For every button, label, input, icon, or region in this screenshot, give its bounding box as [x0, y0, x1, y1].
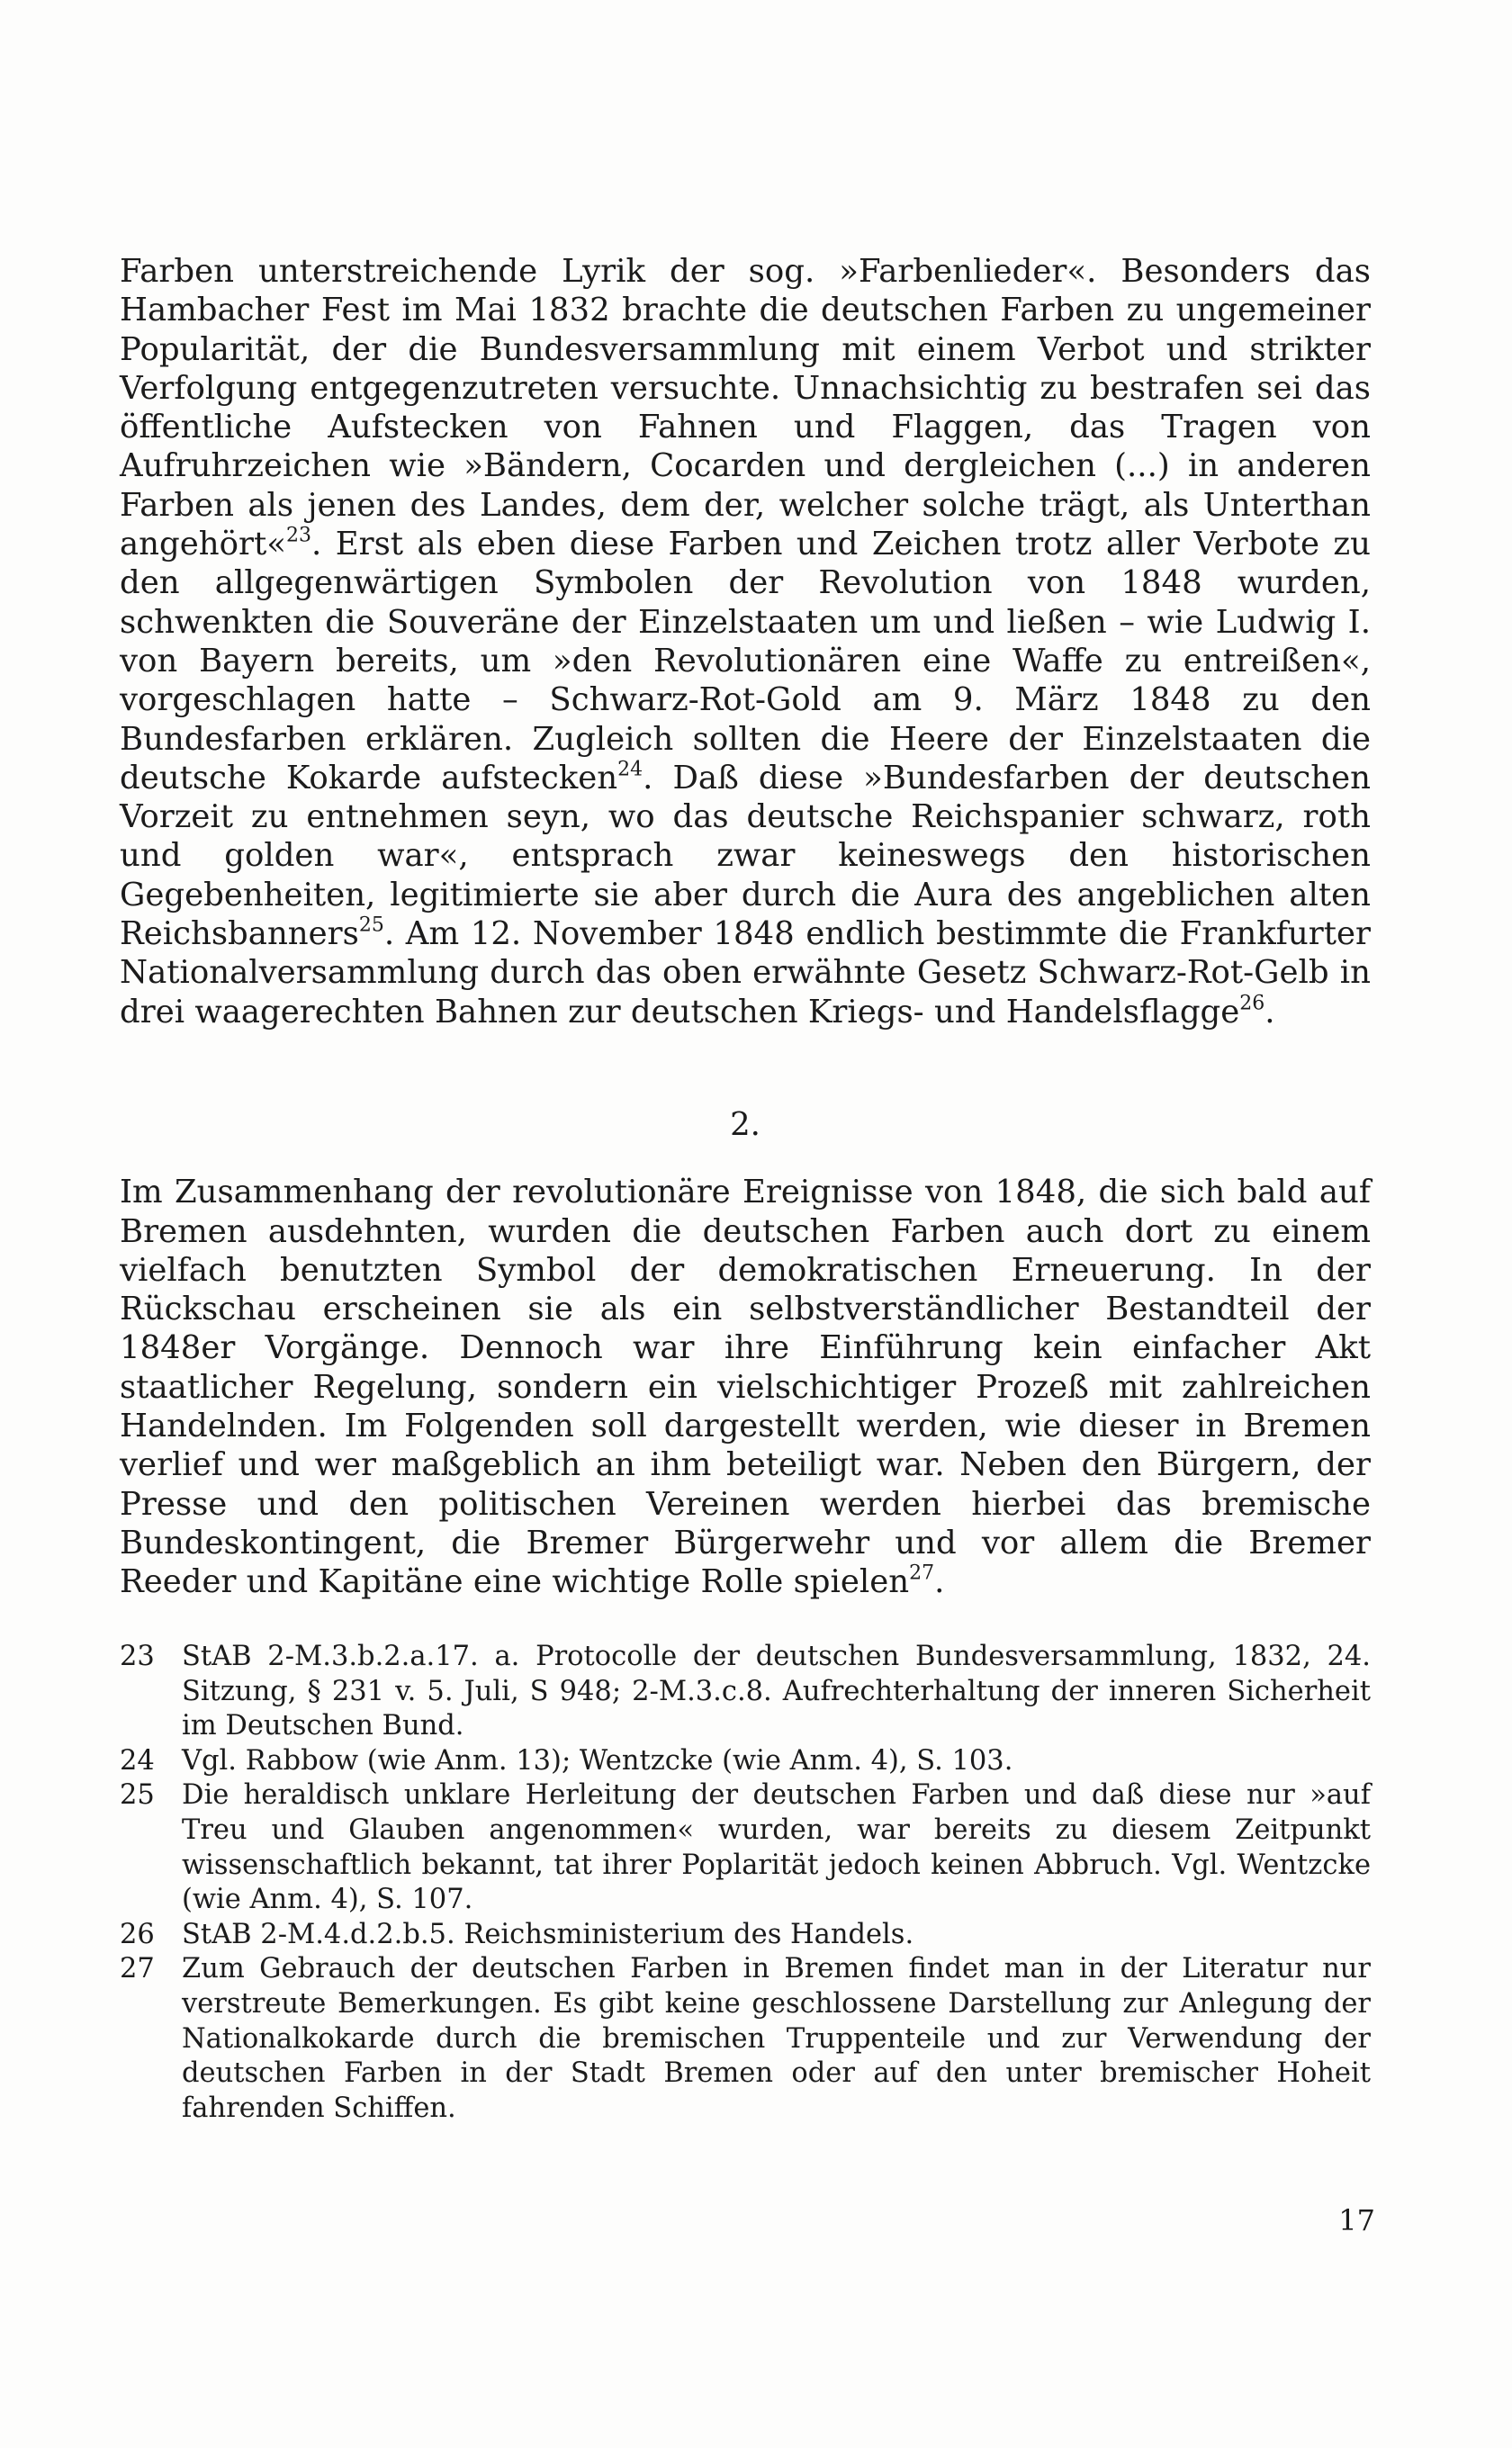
footnote [120, 1918, 1371, 1953]
footnote-number: 23 [120, 1641, 155, 1672]
footnote-number: 24 [120, 1744, 155, 1777]
body-paragraph-1 [120, 252, 1371, 1031]
footnote [120, 1640, 1371, 1744]
paragraph-text: Farben unterstreichende Lyrik der sog. »Farbenlieder«. Besonders das Hambacher Fest im Mai 1832 brachte die deutschen Farben zu ungemeiner Popularität, der die Bundesversammlung mit einem Verbot und strikter Verfolgung entgegenzutreten versuchte. Unnachsichtig zu bestrafen sei das öffentliche Aufstecken von Fahnen und Flaggen, das Tragen von Aufruhrzeichen wie »Bändern, Cocarden und dergleichen (...) in anderen Farben als jenen des Landes, dem der, welcher solche trägt, als Unterthan angehört« [120, 253, 1371, 563]
footnote-text: Vgl. Rabbow (wie Anm. 13); Wentzcke (wie Anm. 4), S. 103. [182, 1744, 1013, 1777]
footnote-number: 27 [120, 1953, 155, 1985]
footnote-text: StAB 2-M.4.d.2.b.5. Reichsministerium des Handels. [182, 1918, 914, 1950]
body-paragraph-2 [120, 1173, 1371, 1601]
page-number: 17 [1338, 2203, 1375, 2237]
footnote-reference: 26 [1239, 992, 1265, 1015]
paragraph-text: . Am 12. November 1848 endlich bestimmte die Frankfurter Nationalversammlung durch das oben erwähnte Gesetz Schwarz-Rot-Gelb in drei waagerechten Bahnen zur deutschen Kriegs- und Handelsflagge [120, 915, 1371, 1030]
footnote-text: Die heraldisch unklare Herleitung der deutschen Farben und daß diese nur »auf Treu und Glauben angenommen« wurden, war bereits zu diesem Zeitpunkt wissenschaftlich bekannt, tat ihrer Poplarität jedoch keinen Abbruch. Vgl. Wentzcke (wie Anm. 4), S. 107. [182, 1779, 1371, 1916]
paragraph-text: . [934, 1563, 945, 1601]
paragraph-text: . Erst als eben diese Farben und Zeichen trotz aller Verbote zu den allgegenwärtigen Symbolen der Revolution von 1848 wurden, schwenkten die Souveräne der Einzelstaaten um und ließen – wie Ludwig I. von Bayern bereits, um »den Revolutionären eine Waffe zu entreißen«, vorgeschlagen hatte – Schwarz-Rot-Gold am 9. März 1848 zu den Bundesfarben erklären. Zugleich sollten die Heere der Einzelstaaten die deutsche Kokarde aufstecken [120, 526, 1371, 796]
footnotes [120, 1640, 1371, 2126]
footnote-reference: 27 [909, 1562, 935, 1585]
footnote-text: Zum Gebrauch der deutschen Farben in Bremen findet man in der Literatur nur verstreute Bemerkungen. Es gibt keine geschlossene Darstellung zur Anlegung der Nationalkokarde durch die bremischen Truppenteile und zur Verwendung der deutschen Farben in der Stadt Bremen oder auf den unter bremischer Hoheit fahrenden Schiffen. [182, 1953, 1371, 2124]
paragraph-text: . [1264, 993, 1275, 1030]
footnote-number: 25 [120, 1779, 155, 1812]
footnote-reference: 23 [285, 524, 311, 547]
paragraph-text: Im Zusammenhang der revolutionäre Ereignisse von 1848, die sich bald auf Bremen ausdehnten, wurden die deutschen Farben auch dort zu einem vielfach benutzten Symbol der demokratischen Erneuerung. In der Rückschau erscheinen sie als ein selbstverständlicher Bestandteil der 1848er Vorgänge. Dennoch war ihre Einführung kein einfacher Akt staatlicher Regelung, sondern ein vielschichtiger Prozeß mit zahlreichen Handelnden. Im Folgenden soll dargestellt werden, wie dieser in Bremen verlief und wer maßgeblich an ihm beteiligt war. Neben den Bürgern, der Presse und den politischen Vereinen werden hierbei das bremische Bundeskontingent, die Bremer Bürgerwehr und vor allem die Bremer Reeder und Kapitäne eine wichtige Rolle spielen [120, 1174, 1371, 1601]
section-heading: 2. [730, 1105, 760, 1143]
footnote [120, 1778, 1371, 1917]
footnote-number: 26 [120, 1918, 155, 1950]
footnote [120, 1952, 1371, 2126]
paragraph-text: . Daß diese »Bundesfarben der deutschen Vorzeit zu entnehmen seyn, wo das deutsche Reichspanier schwarz, roth und golden war«, entsprach zwar keineswegs den historischen Gegebenheiten, legitimierte sie aber durch die Aura des angeblichen alten Reichsbanners [120, 759, 1372, 953]
footnote-reference: 25 [358, 914, 384, 937]
footnote-reference: 24 [617, 758, 644, 781]
footnote-text: StAB 2-M.3.b.2.a.17. a. Protocolle der deutschen Bundesversammlung, 1832, 24. Sitzung, § 231 v. 5. Juli, S 948; 2-M.3.c.8. Aufrechterhaltung der inneren Sicherheit im Deutschen Bund. [182, 1641, 1371, 1742]
footnote [120, 1744, 1371, 1779]
main-text [120, 252, 1371, 1602]
